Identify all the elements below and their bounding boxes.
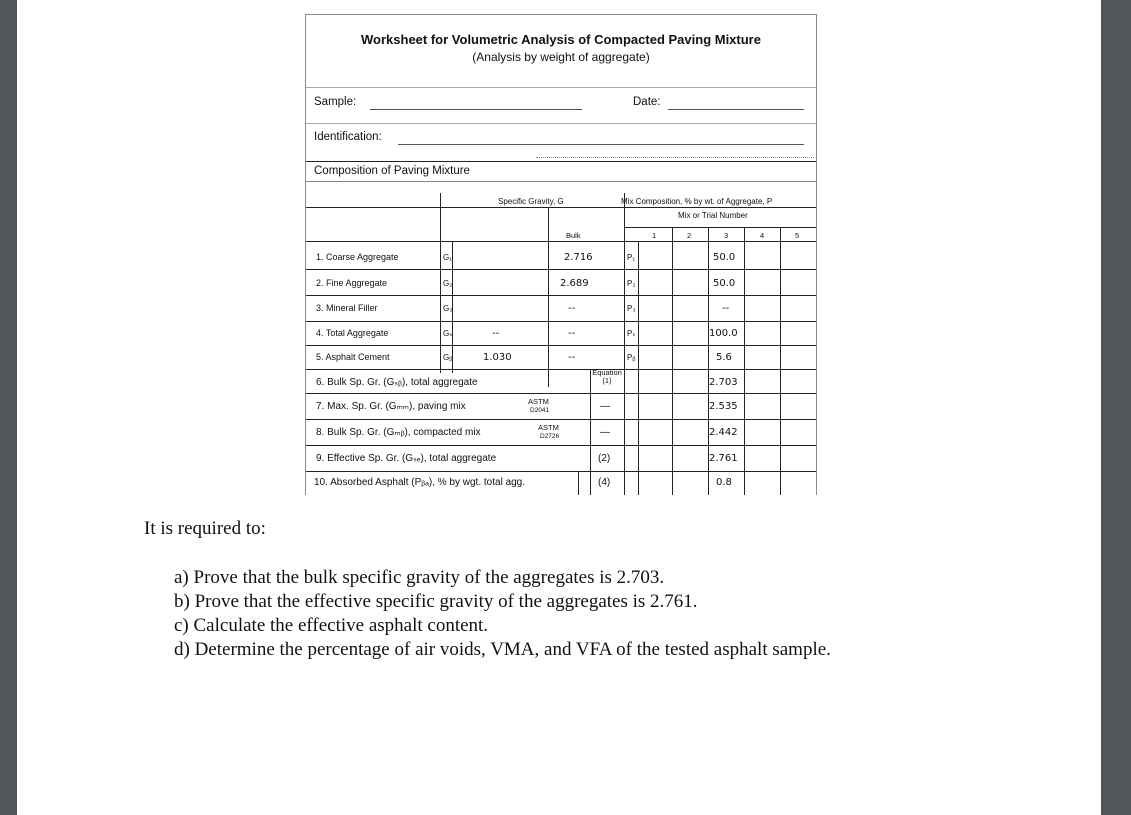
symbol-gs: Gₛ xyxy=(443,329,453,338)
value-max-sg: 2.535 xyxy=(709,401,738,412)
symbol-g2: G₂ xyxy=(443,279,453,288)
prop-label-bulk-sg-mix: 8. Bulk Sp. Gr. (Gₘᵦ), compacted mix xyxy=(316,427,481,438)
trial-4-header: 4 xyxy=(760,231,765,240)
symbol-ps: Pₛ xyxy=(627,329,636,338)
prop-label-bulk-sg-aggregate: 6. Bulk Sp. Gr. (Gₛᵦ), total aggregate xyxy=(316,377,478,388)
date-label: Date: xyxy=(633,96,661,108)
astm-code-d2041: D2041 xyxy=(530,407,550,414)
row-label-asphalt-cement: 5. Asphalt Cement xyxy=(316,352,390,362)
astm-label-bulk: ASTM xyxy=(538,423,559,432)
trial3-value-coarse: 50.0 xyxy=(713,252,736,263)
value-absorbed-asphalt: 0.8 xyxy=(716,477,732,488)
composition-section-title: Composition of Paving Mixture xyxy=(314,165,470,177)
bulk-value-fine: 2.689 xyxy=(560,278,589,289)
row-label-total-aggregate: 4. Total Aggregate xyxy=(316,328,389,338)
trial-3-header: 3 xyxy=(724,231,729,240)
value-bulk-sg-aggregate: 2.703 xyxy=(709,377,738,388)
row-label-coarse-aggregate: 1. Coarse Aggregate xyxy=(316,252,399,262)
bulk-value-total: -- xyxy=(568,328,576,339)
row-label-mineral-filler: 3. Mineral Filler xyxy=(316,303,378,313)
requirements-list xyxy=(174,566,831,662)
prop-label-effective-sg: 9. Effective Sp. Gr. (Gₛₑ), total aggregate xyxy=(316,453,497,464)
equation-1-label: Equation (1) xyxy=(592,368,622,385)
trial3-value-filler: -- xyxy=(722,303,730,314)
bulk-value-filler: -- xyxy=(568,303,576,314)
trial-2-header: 2 xyxy=(687,231,692,240)
identification-field-line xyxy=(398,144,804,145)
value-bulk-sg-mix: 2.442 xyxy=(709,427,738,438)
requirement-b: b) Prove that the effective specific gravity of the aggregates is 2.761. xyxy=(174,591,698,612)
symbol-p2: P₂ xyxy=(627,279,636,288)
requirement-c: c) Calculate the effective asphalt content. xyxy=(174,615,489,636)
specific-gravity-header: Specific Gravity, G xyxy=(498,197,564,206)
sample-field-line xyxy=(370,109,582,110)
trial3-value-asphalt: 5.6 xyxy=(716,352,732,363)
equation-4-label: (4) xyxy=(598,477,611,488)
prop-label-max-sg: 7. Max. Sp. Gr. (Gₘₘ), paving mix xyxy=(316,401,466,412)
equation-2-label: (2) xyxy=(598,453,611,464)
row-label-fine-aggregate: 2. Fine Aggregate xyxy=(316,278,388,288)
trial-5-header: 5 xyxy=(795,231,800,240)
symbol-pb: Pᵦ xyxy=(627,353,636,362)
bulk-value-asphalt: -- xyxy=(568,352,576,363)
symbol-p3: P₃ xyxy=(627,304,636,313)
bulk-header: Bulk xyxy=(566,231,581,240)
trial3-value-total: 100.0 xyxy=(709,328,738,339)
equation-max-sg: — xyxy=(600,401,610,412)
requirements-intro: It is required to: xyxy=(144,518,266,539)
sample-label: Sample: xyxy=(314,96,357,108)
document-page xyxy=(17,0,1101,815)
identification-label: Identification: xyxy=(314,131,382,143)
symbol-gb: Gᵦ xyxy=(443,353,453,362)
value-effective-sg: 2.761 xyxy=(709,453,738,464)
worksheet-form xyxy=(305,14,817,495)
worksheet-subtitle: (Analysis by weight of aggregate) xyxy=(472,50,650,64)
mix-composition-header: Mix Composition, % by wt. of Aggregate, P xyxy=(621,197,773,206)
worksheet-title: Worksheet for Volumetric Analysis of Compacted Paving Mixture xyxy=(361,32,761,47)
prop-label-absorbed-asphalt: 10. Absorbed Asphalt (Pᵦₐ), % by wgt. total agg. xyxy=(314,477,526,488)
equation-bulk-sg-mix: — xyxy=(600,427,610,438)
astm-label-max: ASTM xyxy=(528,397,549,406)
symbol-g3: G₃ xyxy=(443,304,453,313)
symbol-g1: G₁ xyxy=(443,253,452,262)
g-value-asphalt: 1.030 xyxy=(483,352,512,363)
trial-1-header: 1 xyxy=(652,231,657,240)
trial3-value-fine: 50.0 xyxy=(713,278,736,289)
g-value-total: -- xyxy=(492,328,500,339)
bulk-value-coarse: 2.716 xyxy=(564,252,593,263)
date-field-line xyxy=(668,109,804,110)
requirement-a: a) Prove that the bulk specific gravity of the aggregates is 2.703. xyxy=(174,567,665,588)
requirement-d: d) Determine the percentage of air voids, VMA, and VFA of the tested asphalt sample. xyxy=(174,639,831,660)
trial-number-header: Mix or Trial Number xyxy=(678,211,748,220)
astm-code-d2726: D2726 xyxy=(540,433,560,440)
symbol-p1: P₁ xyxy=(627,253,636,262)
